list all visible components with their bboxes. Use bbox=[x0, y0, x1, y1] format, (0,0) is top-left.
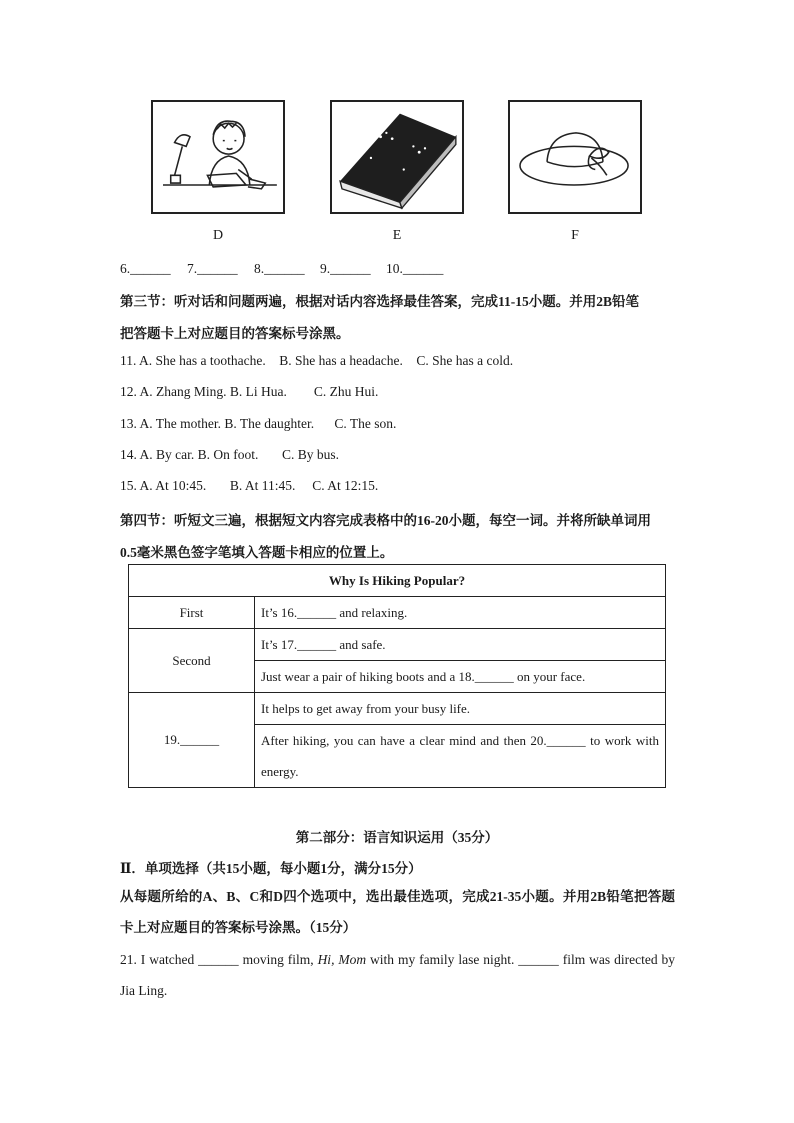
section4-instruction-line2: 0.5毫米黑色签字笔填入答题卡相应的位置上。 bbox=[120, 545, 394, 560]
section4-instruction-line1: 第四节：听短文三遍，根据短文内容完成表格中的16-20小题，每空一词。并将所缺单词用 bbox=[120, 513, 651, 528]
section3-instruction-line1: 第三节：听对话和问题两遍，根据对话内容选择最佳答案，完成11-15小题。并用2B铅笔 bbox=[120, 294, 640, 309]
question-13: 13. A. The mother. B. The daughter. C. The son. bbox=[120, 416, 397, 431]
question-21-part2: with my family lase night. ______ film was directed by Jia Ling. bbox=[120, 952, 675, 998]
blank-9: 9.______ bbox=[320, 261, 371, 276]
question-14: 14. A. By car. B. On foot. C. By bus. bbox=[120, 447, 340, 462]
part2-title: 第二部分：语言知识运用（35分） bbox=[295, 830, 499, 845]
row-second-text1: It’s 17.______ and safe. bbox=[255, 629, 666, 661]
question-12: 12. A. Zhang Ming. B. Li Hua. C. Zhu Hui. bbox=[120, 384, 379, 399]
row-third-text2: After hiking, you can have a clear mind and then 20.______ to work with energy. bbox=[255, 725, 666, 788]
question-21 bbox=[120, 944, 675, 1006]
part2-heading: Ⅱ．单项选择（共15小题，每小题1分，满分15分） bbox=[120, 861, 422, 876]
boy-writing-icon bbox=[153, 102, 283, 212]
blank-7: 7.______ bbox=[187, 261, 238, 276]
row-third-label: 19.______ bbox=[129, 693, 255, 788]
hiking-table bbox=[128, 564, 666, 788]
row-third-text1: It helps to get away from your busy life. bbox=[255, 693, 666, 725]
part2-instruction: 从每题所给的A、B、C和D四个选项中，选出最佳选项，完成21-35小题。并用2B铅笔把答题卡上对应题目的答案标号涂黑。（15分） bbox=[120, 889, 675, 935]
picture-e bbox=[330, 100, 464, 214]
blank-6: 6.______ bbox=[120, 261, 171, 276]
picture-f-label: F bbox=[571, 228, 579, 243]
picture-d bbox=[151, 100, 285, 214]
question-21-film-title: Hi, Mom bbox=[317, 952, 367, 967]
blank-10: 10.______ bbox=[386, 261, 444, 276]
row-second-text2: Just wear a pair of hiking boots and a 18.______ on your face. bbox=[255, 661, 666, 693]
picture-d-label: D bbox=[212, 228, 224, 243]
hat-icon bbox=[510, 102, 640, 212]
row-first-label: First bbox=[129, 597, 255, 629]
question-15: 15. A. At 10:45. B. At 11:45. C. At 12:15. bbox=[120, 478, 379, 493]
question-11: 11. A. She has a toothache. B. She has a headache. C. She has a cold. bbox=[120, 353, 514, 368]
row-second-label: Second bbox=[129, 629, 255, 693]
picture-e-label: E bbox=[392, 228, 402, 243]
question-21-part1: 21. I watched ______ moving film, bbox=[120, 952, 318, 967]
answer-blanks-6-10 bbox=[120, 261, 443, 277]
table-title: Why Is Hiking Popular? bbox=[129, 565, 666, 597]
section3-instruction-line2: 把答题卡上对应题目的答案标号涂黑。 bbox=[120, 326, 350, 341]
row-first-text: It’s 16.______ and relaxing. bbox=[255, 597, 666, 629]
book-icon bbox=[332, 102, 462, 212]
picture-f bbox=[508, 100, 642, 214]
blank-8: 8.______ bbox=[254, 261, 305, 276]
